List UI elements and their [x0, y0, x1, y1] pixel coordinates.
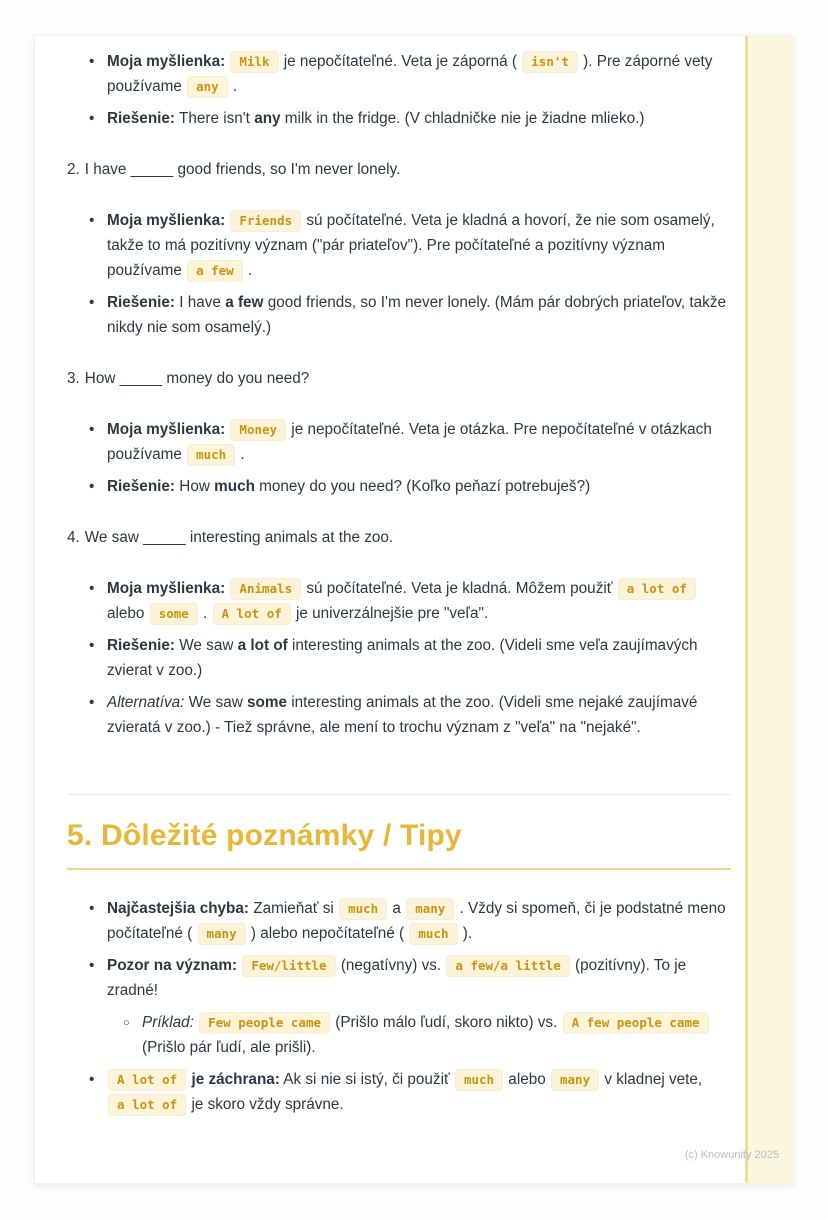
- exercise-number: 4.: [67, 529, 80, 546]
- bold-text: je záchrana:: [191, 1071, 280, 1088]
- bullet-marker: •: [89, 110, 95, 127]
- list-item: [67, 417, 731, 467]
- text-run: We saw: [175, 637, 238, 654]
- code-chip: a lot of: [618, 578, 696, 600]
- text-run: (negatívny) vs.: [336, 957, 446, 974]
- list-item: [67, 1067, 731, 1117]
- code-chip: A few people came: [563, 1012, 709, 1034]
- bullet-marker: •: [89, 900, 95, 917]
- bullet-marker: •: [89, 957, 95, 974]
- text-run: alebo: [107, 605, 149, 622]
- text-run: [225, 580, 229, 597]
- list-item: [67, 576, 731, 626]
- text-run: ) alebo nepočítateľné (: [246, 925, 409, 942]
- text-run: je nepočítateľné. Veta je otázka. Pre nepočítateľné v otázkach používame: [107, 421, 712, 463]
- code-chip: many: [406, 898, 454, 920]
- numbered-exercise-line: [67, 157, 731, 182]
- bold-text: Riešenie:: [107, 478, 176, 495]
- list-item-text: [107, 53, 712, 95]
- bullet-list: [67, 49, 731, 131]
- bullet-marker: •: [89, 637, 95, 654]
- numbered-exercise-line: [67, 366, 731, 391]
- list-item: [67, 106, 731, 131]
- code-chip: Few/little: [242, 955, 335, 977]
- copyright-watermark: (c) Knowunity 2025: [684, 1149, 779, 1161]
- bold-text: Moja myšlienka:: [107, 212, 226, 229]
- text-run: Ak si nie si istý, či použiť: [279, 1071, 454, 1088]
- code-chip: Money: [230, 419, 286, 441]
- bold-text: Najčastejšia chyba:: [107, 900, 249, 917]
- text-run: We saw _____ interesting animals at the zoo.: [84, 529, 394, 546]
- italic-text: Príklad:: [142, 1014, 194, 1031]
- section-heading: 5. Dôležité poznámky / Tipy: [67, 819, 731, 870]
- text-run: alebo: [504, 1071, 550, 1088]
- circle-bullet-marker: ○: [123, 1017, 130, 1029]
- text-run: How: [175, 478, 215, 495]
- code-chip: Animals: [230, 578, 301, 600]
- code-chip: much: [339, 898, 387, 920]
- text-run: v kladnej vete,: [600, 1071, 703, 1088]
- list-item: [67, 896, 731, 946]
- code-chip: Milk: [230, 51, 278, 73]
- text-run: a: [388, 900, 406, 917]
- bullet-list: [67, 208, 731, 340]
- text-run: milk in the fridge. (V chladničke nie je žiadne mlieko.): [280, 110, 645, 127]
- text-run: sú počítateľné. Veta je kladná. Môžem použiť: [302, 580, 617, 597]
- list-item-text: [107, 580, 697, 622]
- text-run: [225, 53, 229, 70]
- text-run: money do you need? (Koľko peňazí potrebuješ?): [254, 478, 591, 495]
- section-divider: [67, 794, 731, 795]
- text-run: Zamieňať si: [249, 900, 339, 917]
- bold-text: Moja myšlienka:: [107, 53, 226, 70]
- text-run: [237, 957, 241, 974]
- text-run: (pozitívny). To je zradné!: [107, 957, 687, 999]
- code-chip: much: [455, 1069, 503, 1091]
- text-run: .: [198, 605, 212, 622]
- numbered-exercise-line: [67, 525, 731, 550]
- text-run: [194, 1014, 198, 1031]
- bold-text: Moja myšlienka:: [107, 580, 226, 597]
- code-chip: a few: [187, 260, 243, 282]
- code-chip: much: [409, 923, 457, 945]
- text-run: [225, 212, 229, 229]
- text-run: je nepočítateľné. Veta je záporná (: [279, 53, 522, 70]
- page-right-accent-strip: [745, 36, 793, 1183]
- text-run: interesting animals at the zoo. (Videli sme veľa zaujímavých zvierat v zoo.): [107, 637, 698, 679]
- bullet-marker: •: [89, 294, 95, 311]
- text-run: There isn't: [175, 110, 255, 127]
- list-item-text: [107, 957, 686, 999]
- code-chip: A lot of: [213, 603, 291, 625]
- text-run: good friends, so I'm never lonely. (Mám pár dobrých priateľov, takže nikdy nie som osamelý.): [107, 294, 726, 336]
- code-chip: some: [150, 603, 198, 625]
- list-item-text: [107, 294, 726, 336]
- text-run: I have: [175, 294, 226, 311]
- code-chip: Few people came: [199, 1012, 330, 1034]
- text-run: .: [243, 262, 253, 279]
- document-page: [34, 35, 794, 1184]
- bullet-marker: •: [89, 478, 95, 495]
- text-run: .: [236, 446, 245, 463]
- list-item-text: [107, 478, 590, 495]
- list-item: [67, 953, 731, 1060]
- bullet-marker: •: [89, 212, 95, 229]
- text-run: (Prišlo málo ľudí, skoro nikto) vs.: [331, 1014, 562, 1031]
- text-run: We saw: [184, 694, 247, 711]
- list-item-text: [107, 212, 715, 279]
- bullet-marker: •: [89, 53, 95, 70]
- list-item-text: [107, 421, 712, 463]
- code-chip: Friends: [230, 210, 301, 232]
- text-run: je univerzálnejšie pre "veľa".: [291, 605, 489, 622]
- bullet-marker: •: [89, 694, 95, 711]
- text-run: .: [228, 78, 238, 95]
- list-item-text: [107, 637, 698, 679]
- code-chip: many: [551, 1069, 599, 1091]
- code-chip: A lot of: [108, 1069, 186, 1091]
- bold-text: Riešenie:: [107, 294, 176, 311]
- bold-text: Moja myšlienka:: [107, 421, 226, 438]
- text-run: (Prišlo pár ľudí, ale prišli).: [142, 1039, 316, 1056]
- bold-text: any: [254, 110, 281, 127]
- code-chip: a few/a little: [446, 955, 569, 977]
- code-chip: much: [187, 444, 235, 466]
- list-item-text: [107, 1071, 702, 1113]
- code-chip: a lot of: [108, 1094, 186, 1116]
- code-chip: any: [187, 76, 228, 98]
- bold-text: Pozor na význam:: [107, 957, 238, 974]
- exercise-number: 2.: [67, 161, 80, 178]
- text-run: je skoro vždy správne.: [187, 1096, 344, 1113]
- bold-text: Riešenie:: [107, 637, 176, 654]
- bold-text: much: [214, 478, 255, 495]
- list-item: [67, 290, 731, 340]
- sub-list-item: [107, 1010, 731, 1060]
- bullet-list: [67, 417, 731, 499]
- text-run: interesting animals at the zoo. (Videli sme nejaké zaujímavé zvieratá v zoo.) - Tiež správne, ale mení to trochu význam z "veľa" na "nejaké".: [107, 694, 698, 736]
- text-run: I have _____ good friends, so I'm never lonely.: [84, 161, 401, 178]
- text-run: [225, 421, 229, 438]
- code-chip: isn't: [522, 51, 578, 73]
- list-item: [67, 690, 731, 740]
- bullet-list: [67, 576, 731, 740]
- list-item: [67, 633, 731, 683]
- list-item-text: [107, 900, 726, 942]
- bold-text: Riešenie:: [107, 110, 176, 127]
- text-run: How _____ money do you need?: [84, 370, 310, 387]
- exercise-number: 3.: [67, 370, 80, 387]
- text-run: ).: [458, 925, 473, 942]
- text-run: ). Pre záporné vety používame: [107, 53, 713, 95]
- list-item: [67, 49, 731, 99]
- list-item: [67, 208, 731, 283]
- list-item: [67, 474, 731, 499]
- bullet-marker: •: [89, 421, 95, 438]
- document-content: [35, 36, 793, 1183]
- list-item-text: [142, 1014, 710, 1056]
- bold-text: a lot of: [237, 637, 288, 654]
- bold-text: some: [247, 694, 287, 711]
- list-item-text: [107, 694, 697, 736]
- text-run: . Vždy si spomeň, či je podstatné meno počítateľné (: [107, 900, 726, 942]
- list-item-text: [107, 110, 644, 127]
- bullet-list: [67, 896, 731, 1117]
- bullet-marker: •: [89, 580, 95, 597]
- bullet-marker: •: [89, 1071, 95, 1088]
- sub-list: [107, 1010, 731, 1060]
- italic-text: Alternatíva:: [107, 694, 185, 711]
- text-run: sú počítateľné. Veta je kladná a hovorí, že nie som osamelý, takže to má pozitívny význam ("pár priateľov"). Pre počítateľné a pozitívny význam používame: [107, 212, 715, 279]
- bold-text: a few: [225, 294, 264, 311]
- code-chip: many: [198, 923, 246, 945]
